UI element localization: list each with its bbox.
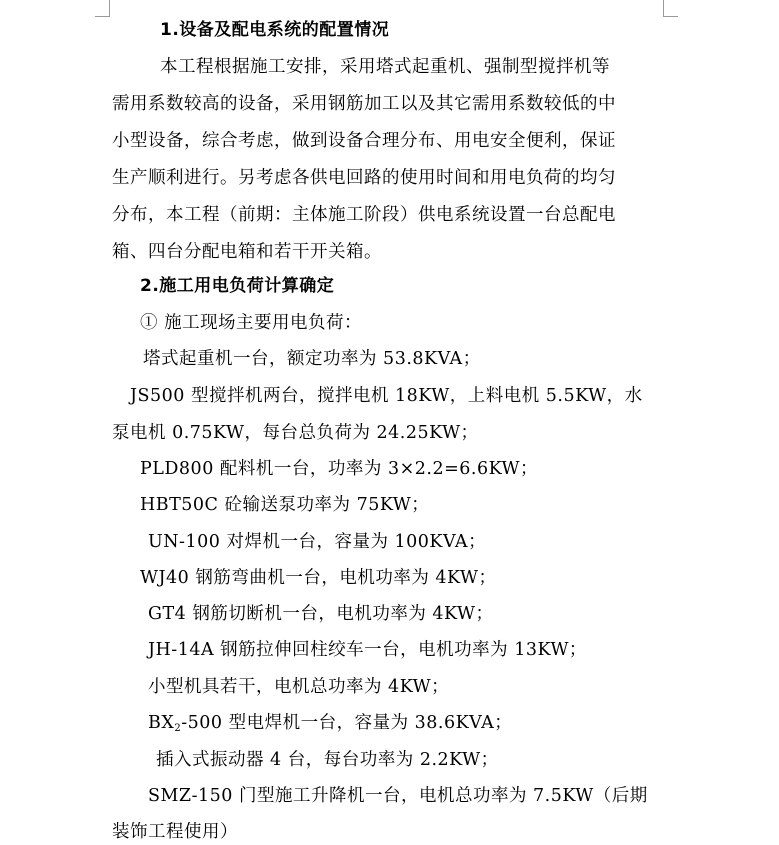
load-item: JS500 型搅拌机两台，搅拌电机 18KW，上料电机 5.5KW，水	[130, 386, 643, 406]
load-item: GT4 钢筋切断机一台，电机功率为 4KW；	[148, 604, 494, 624]
section1-heading: 1.设备及配电系统的配置情况	[160, 20, 390, 40]
load-item: 插入式振动器 4 台，每台功率为 2.2KW；	[156, 750, 499, 770]
section2-heading: 2.施工用电负荷计算确定	[140, 276, 335, 296]
section1-line: 生产顺利进行。另考虑各供电回路的使用时间和用电负荷的均匀	[112, 168, 616, 188]
load-item: WJ40 钢筋弯曲机一台，电机功率为 4KW；	[140, 568, 497, 588]
load-item: 塔式起重机一台，额定功率为 53.8KVA；	[143, 349, 481, 369]
crop-mark-top-right	[663, 0, 678, 17]
section1-line: 需用系数较高的设备，采用钢筋加工以及其它需用系数较低的中	[112, 94, 616, 114]
section1-line: 小型设备，综合考虑，做到设备合理分布、用电安全便利，保证	[112, 131, 616, 151]
load-item: SMZ-150 门型施工升降机一台，电机总功率为 7.5KW（后期	[148, 786, 648, 806]
load-item-bx2	[148, 711, 512, 741]
load-item: 小型机具若干，电机总功率为 4KW；	[148, 677, 450, 697]
load-item: PLD800 配料机一台，功率为 3×2.2=6.6KW；	[140, 459, 539, 479]
load-item: UN-100 对焊机一台，容量为 100KVA；	[148, 532, 487, 552]
crop-mark-top-left	[95, 0, 110, 17]
section1-line: 箱、四台分配电箱和若干开关箱。	[112, 242, 382, 262]
section2-intro: ① 施工现场主要用电负荷：	[140, 313, 363, 333]
load-item: HBT50C 砼输送泵功率为 75KW；	[140, 495, 430, 515]
load-item: 装饰工程使用）	[112, 822, 238, 842]
bx-rest: -500 型电焊机一台，容量为 38.6KVA；	[181, 713, 513, 733]
section1-line: 分布，本工程（前期：主体施工阶段）供电系统设置一台总配电	[112, 205, 616, 225]
section1-line: 本工程根据施工安排，采用塔式起重机、强制型搅拌机等	[160, 57, 610, 77]
bx-prefix: BX	[148, 713, 175, 733]
bx-subscript: 2	[174, 723, 182, 734]
load-item: 泵电机 0.75KW，每台总负荷为 24.25KW；	[112, 423, 479, 443]
load-item: JH-14A 钢筋拉伸回柱绞车一台，电机功率为 13KW；	[148, 640, 587, 660]
